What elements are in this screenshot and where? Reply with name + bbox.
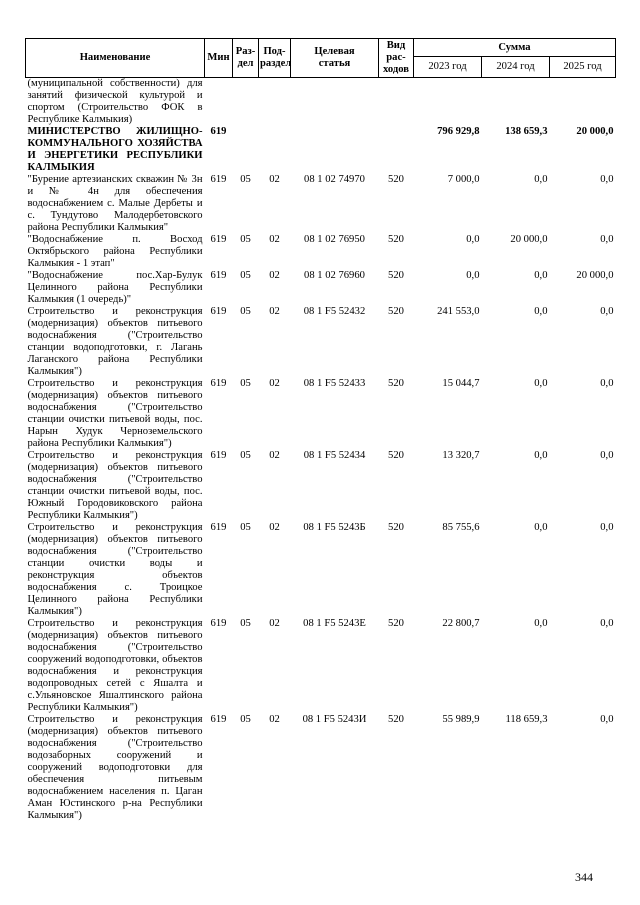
cell-razdel: 05 — [240, 234, 251, 245]
cell-statya: 08 1 F5 52432 — [303, 306, 366, 317]
cell-podrazdel: 02 — [269, 378, 280, 389]
cell-name: Строительство и реконструкция (модернизация) объектов питьевого водоснабжения ("Строительство станции очистки питьевой воды, пос. Южный Городовиковского района Республики Калмыкия") — [27, 450, 203, 521]
cell-name: "Водоснабжение п. Восход Октябрьского района Республики Калмыкия - 1 этап" — [27, 234, 203, 269]
cell-2025: 0,0 — [600, 714, 614, 725]
cell-name: Строительство и реконструкция (модернизация) объектов питьевого водоснабжения ("Строительство станции водоподготовки, г. Лагань Лаганского района Республики Калмыкия") — [27, 306, 203, 377]
cell-2025: 20 000,0 — [576, 126, 614, 137]
cell-min: 619 — [210, 234, 227, 245]
cell-statya — [291, 78, 379, 127]
header-year-2024: 2024 год — [482, 57, 550, 78]
cell-vid: 520 — [388, 378, 404, 389]
cell-2025: 0,0 — [600, 450, 614, 461]
cell-2024: 118 659,3 — [505, 714, 548, 725]
cell-min: 619 — [210, 450, 227, 461]
header-name: Наименование — [26, 39, 205, 78]
cell-name: Строительство и реконструкция (модернизация) объектов питьевого водоснабжения ("Строительство станции очистки питьевой воды, пос. Нарын Худук Черноземельского района Республики Калмыкия") — [27, 378, 203, 449]
cell-razdel: 05 — [240, 522, 251, 533]
header-summa: Сумма — [414, 39, 616, 57]
table-row — [26, 378, 616, 450]
cell-statya: 08 1 F5 5243И — [302, 714, 367, 725]
cell-razdel: 05 — [240, 270, 251, 281]
cell-2024: 0,0 — [534, 306, 548, 317]
cell-name: "Водоснабжение пос.Хар-Булук Целинного района Республики Калмыкия (1 очередь)" — [27, 270, 203, 305]
cell-vid — [379, 126, 414, 174]
cell-2023: 796 929,8 — [437, 126, 480, 137]
cell-vid: 520 — [388, 174, 404, 185]
cell-min: 619 — [210, 306, 227, 317]
cell-podrazdel: 02 — [269, 714, 280, 725]
cell-razdel: 05 — [240, 306, 251, 317]
cell-podrazdel: 02 — [269, 522, 280, 533]
cell-vid: 520 — [388, 618, 404, 629]
cell-min: 619 — [210, 618, 227, 629]
cell-statya: 08 1 02 76950 — [304, 234, 365, 245]
cell-razdel: 05 — [240, 618, 251, 629]
cell-statya: 08 1 02 76960 — [304, 270, 365, 281]
cell-name: Строительство и реконструкция (модернизация) объектов питьевого водоснабжения ("Строительство станции очистки воды и реконструкция объектов водоснабжения с. Троицкое Целинного района Республики Калмыкия") — [27, 522, 203, 617]
cell-2023: 241 553,0 — [437, 306, 480, 317]
cell-min — [205, 78, 233, 127]
cell-2024: 0,0 — [534, 378, 548, 389]
header-statya: Целевая статья — [291, 39, 379, 78]
header-min: Мин — [205, 39, 233, 78]
cell-statya: 08 1 F5 5243Б — [303, 522, 366, 533]
cell-2025: 0,0 — [600, 378, 614, 389]
header-vid: Вид рас- ходов — [379, 39, 414, 78]
table-row — [26, 78, 616, 127]
cell-2025: 0,0 — [600, 174, 614, 185]
cell-statya: 08 1 F5 5243Е — [303, 618, 366, 629]
cell-razdel: 05 — [240, 174, 251, 185]
cell-2025: 0,0 — [600, 306, 614, 317]
table-row — [26, 306, 616, 378]
cell-name: "Бурение артезианских скважин № 3н и № 4н для обеспечения водоснабжением с. Малые Дербеты и с. Тундутово Малодербетовского района Республики Калмыкия" — [27, 174, 203, 233]
cell-razdel: 05 — [240, 378, 251, 389]
cell-podrazdel: 02 — [269, 450, 280, 461]
cell-vid: 520 — [388, 234, 404, 245]
table-row — [26, 450, 616, 522]
cell-2025: 20 000,0 — [576, 270, 614, 281]
cell-2024: 20 000,0 — [510, 234, 548, 245]
cell-min: 619 — [210, 126, 227, 137]
cell-2024: 0,0 — [534, 270, 548, 281]
cell-razdel — [233, 126, 259, 174]
cell-statya: 08 1 02 74970 — [304, 174, 365, 185]
cell-podrazdel: 02 — [269, 270, 280, 281]
cell-min: 619 — [210, 378, 227, 389]
cell-vid: 520 — [388, 270, 404, 281]
cell-min: 619 — [210, 174, 227, 185]
cell-2025: 0,0 — [600, 522, 614, 533]
cell-razdel — [233, 78, 259, 127]
cell-statya: 08 1 F5 52433 — [303, 378, 366, 389]
cell-statya: 08 1 F5 52434 — [303, 450, 366, 461]
table-row — [26, 174, 616, 234]
cell-podrazdel — [259, 78, 291, 127]
header-year-2023: 2023 год — [414, 57, 482, 78]
cell-2023: 0,0 — [466, 270, 480, 281]
cell-vid: 520 — [388, 714, 404, 725]
cell-podrazdel: 02 — [269, 234, 280, 245]
cell-podrazdel: 02 — [269, 306, 280, 317]
cell-2024 — [482, 78, 550, 127]
cell-2023: 13 320,7 — [442, 450, 480, 461]
cell-2023: 22 800,7 — [442, 618, 480, 629]
cell-podrazdel: 02 — [269, 618, 280, 629]
cell-min: 619 — [210, 522, 227, 533]
cell-min: 619 — [210, 714, 227, 725]
table-row — [26, 234, 616, 270]
page-number: 344 — [575, 870, 593, 884]
cell-min: 619 — [210, 270, 227, 281]
cell-2023: 55 989,9 — [442, 714, 480, 725]
cell-vid: 520 — [388, 450, 404, 461]
cell-2023: 0,0 — [466, 234, 480, 245]
table-row — [26, 618, 616, 714]
header-year-2025: 2025 год — [550, 57, 616, 78]
cell-vid: 520 — [388, 522, 404, 533]
cell-2023: 7 000,0 — [447, 174, 480, 185]
cell-podrazdel — [259, 126, 291, 174]
header-podrazdel: Под- раздел — [259, 39, 291, 78]
cell-name: МИНИСТЕРСТВО ЖИЛИЩНО-КОММУНАЛЬНОГО ХОЗЯЙСТВА И ЭНЕРГЕТИКИ РЕСПУБЛИКИ КАЛМЫКИЯ — [27, 126, 203, 173]
table-row — [26, 714, 616, 822]
cell-podrazdel: 02 — [269, 174, 280, 185]
cell-2024: 0,0 — [534, 174, 548, 185]
cell-2025: 0,0 — [600, 618, 614, 629]
budget-table — [25, 38, 616, 822]
cell-2023: 15 044,7 — [442, 378, 480, 389]
cell-razdel: 05 — [240, 450, 251, 461]
cell-name: (муниципальной собственности) для занятий физической культурой и спортом (Строительство ФОК в Республике Калмыкия) — [27, 78, 203, 125]
cell-2024: 0,0 — [534, 618, 548, 629]
table-row — [26, 522, 616, 618]
cell-2025 — [550, 78, 616, 127]
cell-statya — [291, 126, 379, 174]
cell-2023 — [414, 78, 482, 127]
cell-razdel: 05 — [240, 714, 251, 725]
table-row — [26, 270, 616, 306]
cell-name: Строительство и реконструкция (модернизация) объектов питьевого водоснабжения ("Строительство водозаборных сооружений и сооружений водоподготовки для обеспечения питьевым водоснабжением населения п. Цаган Аман Юстинского р-на Республики Калмыкия") — [27, 714, 203, 821]
cell-2025: 0,0 — [600, 234, 614, 245]
table-row — [26, 126, 616, 174]
cell-2023: 85 755,6 — [442, 522, 480, 533]
cell-name: Строительство и реконструкция (модернизация) объектов питьевого водоснабжения ("Строительство сооружений водоподготовки, объектов водоснабжения и реконструкция водопроводных сетей с Яшалта и с.Ульяновское Яшалтинского района Республики Калмыкия") — [27, 618, 203, 713]
cell-vid — [379, 78, 414, 127]
header-razdel: Раз- дел — [233, 39, 259, 78]
cell-2024: 0,0 — [534, 450, 548, 461]
cell-vid: 520 — [388, 306, 404, 317]
cell-2024: 138 659,3 — [505, 126, 548, 137]
cell-2024: 0,0 — [534, 522, 548, 533]
